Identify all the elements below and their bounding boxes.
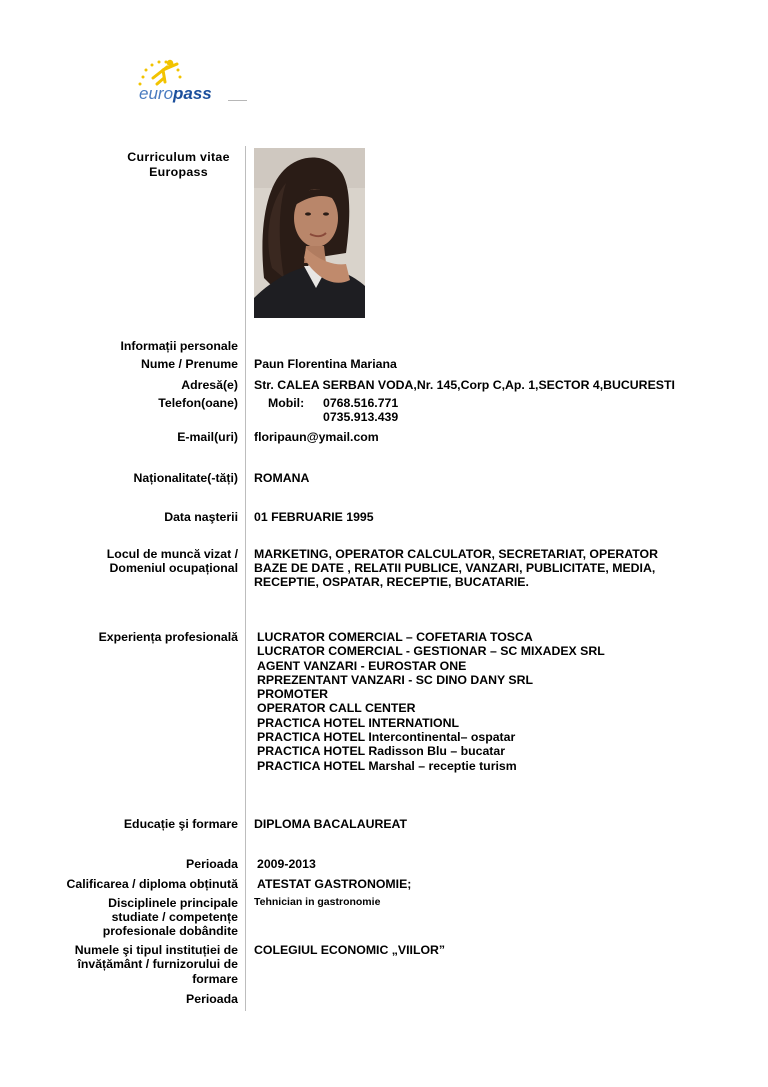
experience-item: PRACTICA HOTEL INTERNATIONL bbox=[257, 715, 459, 730]
disciplines-label-line2: studiate / competențe bbox=[111, 910, 238, 924]
institution-label-line3: formare bbox=[192, 972, 238, 986]
period2-label: Perioada bbox=[186, 992, 238, 1006]
qualification-label: Calificarea / diploma obținută bbox=[66, 877, 238, 891]
portrait-photo bbox=[254, 148, 365, 318]
address-label: Adresă(e) bbox=[181, 378, 238, 392]
education-label: Educație şi formare bbox=[123, 817, 238, 831]
phone-number-1: 0768.516.771 bbox=[323, 396, 399, 410]
education-value: DIPLOMA BACALAUREAT bbox=[254, 817, 408, 831]
email-value: floripaun@ymail.com bbox=[254, 430, 379, 444]
svg-text:euro: euro bbox=[139, 84, 174, 103]
column-divider bbox=[245, 146, 246, 1011]
personal-info-heading: Informații personale bbox=[120, 339, 238, 353]
experience-item: AGENT VANZARI - EUROSTAR ONE bbox=[257, 658, 467, 673]
job-value-line3: RECEPTIE, OSPATAR, RECEPTIE, BUCATARIE. bbox=[254, 575, 529, 589]
birth-date-label: Data naşterii bbox=[164, 510, 238, 524]
birth-date-value: 01 FEBRUARIE 1995 bbox=[254, 510, 374, 524]
experience-item: PRACTICA HOTEL Marshal – receptie turism bbox=[257, 758, 517, 773]
experience-item: LUCRATOR COMERCIAL - GESTIONAR – SC MIXADEX SRL bbox=[257, 644, 605, 659]
experience-list bbox=[257, 630, 605, 773]
nationality-label: Naționalitate(-tăți) bbox=[133, 471, 238, 485]
job-value-line2: BAZE DE DATE , RELATII PUBLICE, VANZARI, PUBLICITATE, MEDIA, bbox=[254, 561, 656, 575]
institution-label-line2: învățământ / furnizorului de bbox=[77, 957, 238, 971]
name-label: Nume / Prenume bbox=[140, 357, 238, 371]
qualification-value: ATESTAT GASTRONOMIE; bbox=[257, 877, 412, 891]
cv-title-line1: Curriculum vitae bbox=[127, 150, 230, 164]
phone-number-2: 0735.913.439 bbox=[323, 410, 399, 424]
cv-title bbox=[100, 150, 257, 180]
period-label: Perioada bbox=[186, 857, 238, 871]
experience-item: OPERATOR CALL CENTER bbox=[257, 701, 416, 716]
phone-label: Telefon(oane) bbox=[158, 396, 238, 410]
europass-logo bbox=[133, 54, 253, 106]
cv-title-line2: Europass bbox=[149, 165, 208, 179]
experience-item: RPREZENTANT VANZARI - SC DINO DANY SRL bbox=[257, 672, 534, 687]
experience-item: PROMOTER bbox=[257, 687, 329, 702]
period-value: 2009-2013 bbox=[257, 857, 316, 871]
job-label-line1: Locul de muncă vizat / bbox=[106, 547, 238, 561]
institution-label-line1: Numele şi tipul instituției de bbox=[74, 943, 238, 957]
disciplines-label-line1: Disciplinele principale bbox=[108, 896, 238, 910]
nationality-value: ROMANA bbox=[254, 471, 310, 485]
disciplines-label-line3: profesionale dobândite bbox=[102, 924, 238, 938]
experience-item: PRACTICA HOTEL Intercontinental– ospatar bbox=[257, 730, 516, 745]
email-label: E-mail(uri) bbox=[177, 430, 238, 444]
experience-item: LUCRATOR COMERCIAL – COFETARIA TOSCA bbox=[257, 630, 533, 644]
svg-text:pass: pass bbox=[173, 84, 212, 103]
phone-mobile-label: Mobil: bbox=[268, 396, 305, 410]
experience-label: Experiența profesională bbox=[98, 630, 238, 644]
institution-value: COLEGIUL ECONOMIC „VIILOR” bbox=[254, 943, 446, 957]
name-value: Paun Florentina Mariana bbox=[254, 357, 397, 371]
disciplines-value: Tehnician in gastronomie bbox=[254, 896, 381, 908]
address-value: Str. CALEA SERBAN VODA,Nr. 145,Corp C,Ap. 1,SECTOR 4,BUCURESTI bbox=[254, 378, 675, 392]
job-value-line1: MARKETING, OPERATOR CALCULATOR, SECRETARIAT, OPERATOR bbox=[254, 547, 658, 561]
logo-underline bbox=[228, 100, 247, 101]
experience-item: PRACTICA HOTEL Radisson Blu – bucatar bbox=[257, 744, 506, 759]
job-label-line2: Domeniul ocupațional bbox=[109, 561, 238, 575]
